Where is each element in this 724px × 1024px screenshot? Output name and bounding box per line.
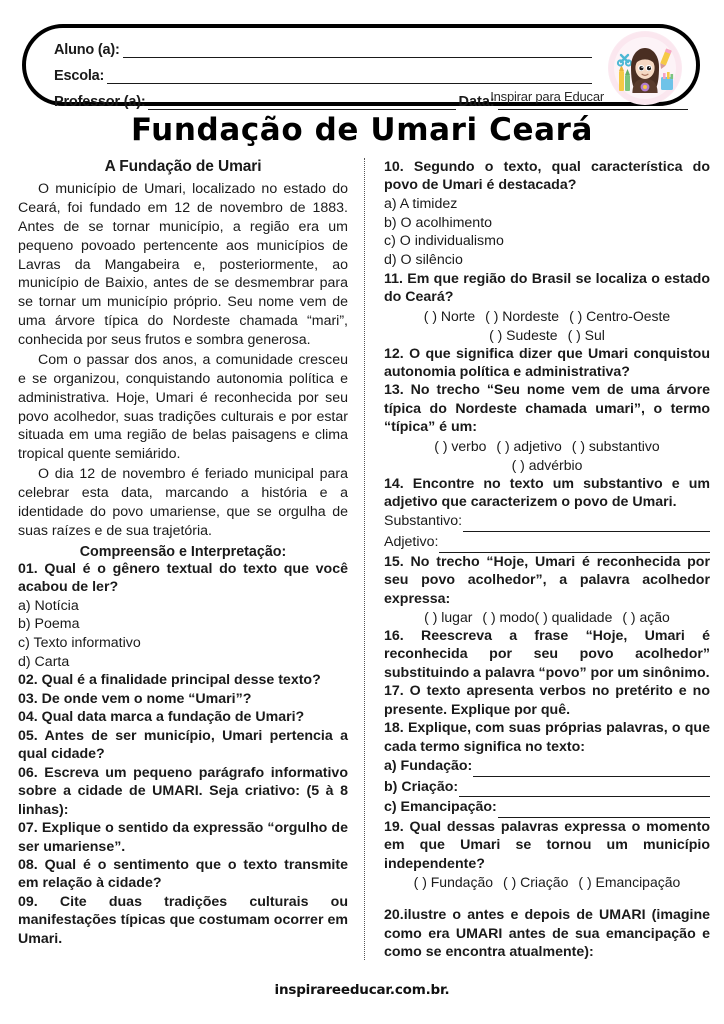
page-title: Fundação de Umari Ceará <box>130 112 594 148</box>
question-19-option-emancipacao[interactable]: ( ) Emancipação <box>578 874 681 891</box>
question-01-option-a[interactable]: a) Notícia <box>18 597 79 614</box>
question-12: 12. O que significa dizer que Umari conquistou autonomia política e administrativa? <box>384 345 710 380</box>
question-10-option-c[interactable]: c) O individualismo <box>384 233 504 250</box>
question-04: 04. Qual data marca a fundação de Umari? <box>18 709 305 726</box>
question-18-field-fundacao <box>384 756 710 777</box>
question-01: 01. Qual é o gênero textual do texto que você acabou de ler? <box>18 560 348 596</box>
question-20: 20.ilustre o antes e depois de UMARI (imagine como era UMARI antes de sua emancipação e como se encontra atualmente): <box>384 907 710 961</box>
column-divider <box>358 158 370 970</box>
question-11-option-norte[interactable]: ( ) Norte <box>423 307 476 324</box>
question-14-field-adjetivo <box>384 532 710 553</box>
question-18-label-fundacao: a) Fundação: <box>384 758 473 775</box>
question-19-option-criacao[interactable]: ( ) Criação <box>503 874 569 891</box>
reading-subtitle: A Fundação de Umari <box>104 158 262 175</box>
question-10: 10. Segundo o texto, qual característica do povo de Umari é destacada? <box>384 159 710 194</box>
question-05: 05. Antes de ser município, Umari pertencia a qual cidade? <box>18 727 348 763</box>
question-01-option-d[interactable]: d) Carta <box>18 653 70 670</box>
teacher-label: Professor (a): <box>54 93 146 110</box>
question-14: 14. Encontre no texto um substantivo e um adjetivo que caracterizem o povo de Umari. <box>384 475 710 511</box>
question-19-options-row-1 <box>384 873 710 892</box>
question-06: 06. Escreva um pequeno parágrafo informativo sobre a cidade de UMARI. Seja criativo: (5 à 8 linhas): <box>18 764 348 818</box>
worksheet-columns <box>18 158 710 970</box>
question-18-field-emancipacao <box>384 797 710 818</box>
question-14-label-substantivo: Substantivo: <box>384 513 463 530</box>
right-column <box>370 158 710 970</box>
date-label: Data: <box>458 93 495 110</box>
student-label: Aluno (a): <box>54 41 120 58</box>
brand-tagline: Inspirar para Educar <box>490 89 604 104</box>
question-01-option-c[interactable]: c) Texto informativo <box>18 635 141 651</box>
left-column <box>18 158 358 970</box>
footer-website: inspirareeducar.com.br. <box>274 982 450 998</box>
question-11-option-centro-oeste[interactable]: ( ) Centro-Oeste <box>569 307 671 324</box>
question-03: 03. De onde vem o nome “Umari”? <box>18 690 252 707</box>
question-19-option-fundacao[interactable]: ( ) Fundação <box>413 874 494 891</box>
question-13: 13. No trecho “Seu nome vem de uma árvore típica do Nordeste chamada umari”, o termo “típica” é um: <box>384 382 710 436</box>
questions-section-heading: Compreensão e Interpretação: <box>79 543 287 560</box>
question-18-label-criacao: b) Criação: <box>384 778 459 795</box>
reading-paragraph-2: Com o passar dos anos, a comunidade cresceu e se organizou, conquistando autonomia política e administrativa. Hoje, Umari é reconhecida por seu povo acolhedor, suas tradições culturais e por estar situada em uma região de belas paisagens e clima tropical quente semiárido. <box>18 351 348 463</box>
question-14-answer-line-adjetivo[interactable] <box>439 540 710 553</box>
school-input-line[interactable] <box>107 70 592 84</box>
question-13-option-verbo[interactable]: ( ) verbo <box>434 437 487 454</box>
question-11-option-sul[interactable]: ( ) Sul <box>567 326 605 343</box>
question-18: 18. Explique, com suas próprias palavras, o que cada termo significa no texto: <box>384 720 710 755</box>
question-15-options-row-1 <box>384 608 710 627</box>
question-15-option-lugar[interactable]: ( ) lugar <box>424 609 473 626</box>
question-11: 11. Em que região do Brasil se localiza o estado do Ceará? <box>384 270 710 306</box>
question-17: 17. O texto apresenta verbos no pretérito e no presente. Explique por quê. <box>384 683 710 718</box>
question-18-field-criacao <box>384 777 710 798</box>
question-09: 09. Cite duas tradições culturais ou manifestações típicas que costumam ocorrer em Umari. <box>18 893 348 947</box>
question-15-option-qualidade[interactable]: ( ) qualidade <box>534 609 613 626</box>
teacher-avatar-icon <box>608 31 682 105</box>
field-row-school <box>54 62 680 84</box>
question-11-option-nordeste[interactable]: ( ) Nordeste <box>485 307 560 324</box>
question-16: 16. Reescreva a frase “Hoje, Umari é reconhecida por seu povo acolhedor” substituindo a palavra “povo” por um sinônimo. <box>384 627 710 681</box>
question-10-option-d[interactable]: d) O silêncio <box>384 252 463 269</box>
reading-paragraph-3: O dia 12 de novembro é feriado municipal para celebrar esta data, marcando a história e a identidade do povo umariense, que se orgulha de suas raízes e de sua trajetória. <box>18 466 348 539</box>
question-02: 02. Qual é a finalidade principal desse texto? <box>18 672 321 689</box>
reading-paragraph-1: O município de Umari, localizado no estado do Ceará, foi fundado em 12 de novembro de 1883. Antes de se tornar município, a região era um pequeno povoado pertencente aos municípios de Lavras da Mangabeira e, posteriormente, ao município de Baixio, antes de se desmembrar para se tornar um município próprio. Seu nome vem de uma árvore típica do Nordeste chamada “mari”, conhecida por seus frutos e sombra generosa. <box>18 181 348 348</box>
divider-line <box>364 158 365 960</box>
question-15-option-acao[interactable]: ( ) ação <box>622 609 670 626</box>
question-15-option-modo[interactable]: ( ) modo <box>482 609 535 626</box>
question-13-option-substantivo[interactable]: ( ) substantivo <box>571 437 660 454</box>
question-13-option-adverbio[interactable]: ( ) advérbio <box>511 456 583 473</box>
question-07: 07. Explique o sentido da expressão “orgulho de ser umariense”. <box>18 820 348 855</box>
student-info-header <box>22 24 700 110</box>
question-14-answer-line-substantivo[interactable] <box>463 519 710 532</box>
question-14-field-substantivo <box>384 511 710 532</box>
question-08: 08. Qual é o sentimento que o texto transmite em relação à cidade? <box>18 857 348 892</box>
teacher-input-line[interactable] <box>148 96 456 110</box>
question-13-options-row-2 <box>384 456 710 475</box>
question-18-answer-line-fundacao[interactable] <box>473 764 710 777</box>
question-19: 19. Qual dessas palavras expressa o momento em que Umari se tornou um município independente? <box>384 818 710 872</box>
question-14-label-adjetivo: Adjetivo: <box>384 534 439 551</box>
question-13-options-row-1 <box>384 437 710 456</box>
school-label: Escola: <box>54 67 105 84</box>
question-18-answer-line-emancipacao[interactable] <box>498 805 710 818</box>
question-11-options-row-1 <box>384 307 710 326</box>
student-input-line[interactable] <box>123 44 592 58</box>
question-13-option-adjetivo[interactable]: ( ) adjetivo <box>496 437 562 454</box>
question-10-option-a[interactable]: a) A timidez <box>384 195 458 212</box>
question-15: 15. No trecho “Hoje, Umari é reconhecida por seu povo acolhedor”, a palavra acolhedor expressa: <box>384 553 710 607</box>
field-row-student <box>54 36 680 58</box>
question-01-option-b[interactable]: b) Poema <box>18 616 80 633</box>
question-18-answer-line-criacao[interactable] <box>459 784 710 797</box>
question-18-label-emancipacao: c) Emancipação: <box>384 799 497 816</box>
header-card <box>22 24 700 110</box>
question-11-options-row-2 <box>384 326 710 345</box>
question-11-option-sudeste[interactable]: ( ) Sudeste <box>489 326 558 343</box>
question-10-option-b[interactable]: b) O acolhimento <box>384 214 493 231</box>
